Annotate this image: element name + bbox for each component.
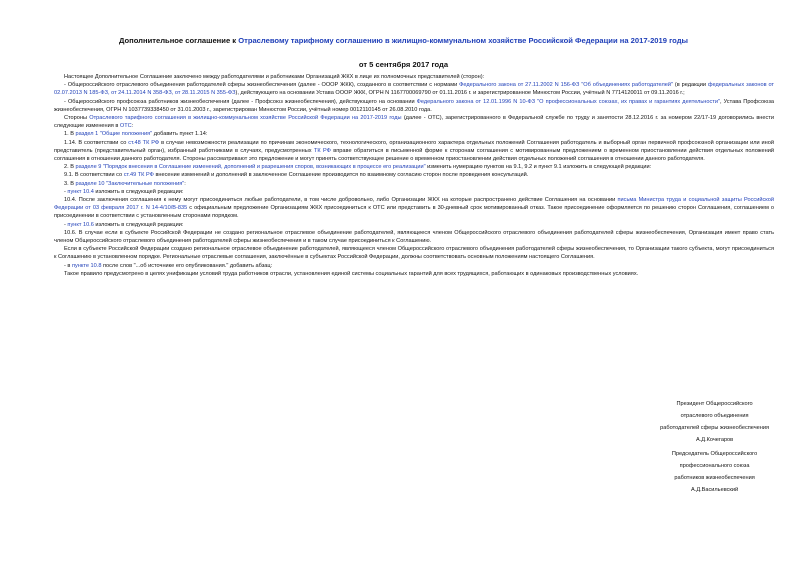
title-prefix: Дополнительное соглашение к: [119, 36, 239, 45]
text: вправе обратиться в письменной форме к сторонам соглашения с мотивированным предложением о временном приостановлении действия отдельных положений соглашения в отношении данного работодателя. Стороны рассматривают это предложение и могут принять соответствующее решение о временном приостановлении действия отдельных положений соглашения в отношении данного работодателя.: [54, 147, 774, 163]
title-link[interactable]: Отраслевому тарифному соглашению в жилищно-коммунальном хозяйстве Российской Федерации на 2017-2019 годы: [238, 36, 688, 45]
text: , Устава Профсоюза жизнеобеспечения, ОГРН N 1037739338450 от 31.01.2003 г., зарегистрирован Минюстом России, учётный номер 0012110145 от 26.08.2010 года.: [54, 98, 774, 113]
paragraph: [54, 270, 774, 278]
text: 3. В: [64, 180, 76, 187]
signature-line: профессионального союза: [679, 463, 750, 469]
link-art-49[interactable]: ст.49 ТК РФ: [123, 172, 154, 179]
text: 9.1. В соответствии со: [64, 172, 124, 179]
link-ots[interactable]: Отраслевого тарифного соглашения в жилищно-коммунальном хозяйстве Российской Федерации на 2017-2019 годы: [89, 115, 402, 122]
paragraph: [54, 130, 774, 138]
text: Настоящее Дополнительное Соглашение заключено между работодателями и работниками Организаций ЖКХ в лице их полномочных представителей (сторон):: [64, 74, 485, 80]
paragraph: [54, 81, 774, 97]
paragraph: [54, 171, 774, 179]
text: Стороны: [64, 115, 90, 122]
signatory-name: А.Д.Васильевский: [691, 487, 739, 493]
text: :: [131, 123, 134, 130]
text: - Общероссийского профсоюза работников жизнеобеспечения (далее - Профсоюз жизнеобеспечения), действующего на основании: [64, 98, 417, 105]
paragraph: [54, 229, 774, 245]
text: - Общероссийского отраслевого объединения работодателей сферы жизнеобеспечения (далее - ОООР ЖКК), созданного в соответствии с нормами: [64, 82, 460, 89]
link-section-9[interactable]: разделе 9 "Порядок внесения в Соглашение изменений, дополнений и разрешения споров, возникающих в процессе его реализации": [75, 164, 426, 171]
text: 1.14. В соответствии со: [64, 139, 129, 146]
text: изложить в следующей редакции:: [93, 221, 184, 228]
signature-line: работодателей сферы жизнеобеспечения: [660, 425, 769, 431]
text: (далее - ОТС), зарегистрированного в Федеральной службе по труду и занятости 28.12.2016 г. за номером 22/17-19 договорились внести следующие изменения в: [54, 115, 774, 130]
paragraph: [54, 139, 774, 164]
link-section-10[interactable]: разделе 10 "Заключительные положения": [75, 180, 185, 187]
document-title: [0, 36, 807, 46]
signatures: [660, 398, 769, 496]
link-federal-laws[interactable]: федеральных законов от 02.07.2013 N 185-ФЗ, от 24.11.2014 N 358-ФЗ, от 28.11.2015 N 355-ФЗ: [54, 82, 774, 97]
text: ), действующего на основании Устава ОООР ЖКК, ОГРН N 1167700069790 от 01.11.2016 г. и зарегистрированное Минюстом России, учётный N 7714120011 от 09.11.2016 г.;: [235, 90, 685, 97]
paragraph: [54, 114, 774, 130]
text: Такое правило предусмотрено в целях унификации условий труда работников отрасли, установления единой системы социальных гарантий для всех трудящихся, работающих в одинаковых производственных условиях.: [64, 270, 639, 277]
text: (в редакции: [672, 82, 708, 89]
paragraph: [54, 196, 774, 221]
text: изложить в следующей редакции:: [93, 188, 184, 195]
link-art-48[interactable]: ст.48 ТК РФ: [128, 139, 160, 146]
signature-block-union: [660, 448, 769, 496]
link-law-10[interactable]: Федерального закона от 12.01.1996 N 10-ФЗ "О профессиональных союзах, их правах и гарантиях деятельности": [416, 98, 720, 105]
link-item-10-6[interactable]: пункт 10.6: [67, 221, 94, 228]
text: -: [64, 188, 68, 195]
text: в случае невозможности реализации по причинам экономического, технологического, организационного характера отдельных положений Соглашения работодатель и выборный орган первичной профсоюзной организации или иной представитель (представительный орган), избранный работниками в случаях, предусмотренных: [54, 139, 774, 154]
link-item-10-8[interactable]: пункте 10.8: [71, 262, 102, 269]
paragraph: [54, 221, 774, 229]
link-ministry-letter[interactable]: письма Министра труда и социальной защиты Российской Федерации от 03 февраля 2017 г. N 14-4/10/В-835: [54, 197, 775, 212]
document-body: [54, 73, 774, 278]
paragraph: [54, 180, 774, 188]
text: -: [64, 221, 68, 228]
text: изменить нумерацию пунктов на 9.1, 9.2 и пункт 9.1 изложить в следующей редакции:: [425, 164, 652, 171]
link-law-156[interactable]: Федерального закона от 27.11.2002 N 156-ФЗ "Об объединениях работодателей": [459, 82, 673, 89]
text: после слов "...об источнике его опубликования." добавить абзац:: [101, 262, 273, 269]
paragraph: [54, 245, 774, 261]
paragraph: [54, 73, 774, 81]
text: - в: [64, 262, 72, 269]
signatory-name: А.Д.Кочегаров: [696, 437, 734, 443]
paragraph: [54, 98, 774, 114]
paragraph: [54, 163, 774, 171]
text: внесение изменений и дополнений в заключенное Соглашение производится по взаимному согласию сторон после проведения консультаций.: [153, 172, 529, 179]
text: добавить пункт 1.14:: [152, 131, 208, 138]
document-date: от 5 сентября 2017 года: [358, 60, 449, 69]
text: с официальным предложение Организациям ЖКХ присоединиться к ОТС или представить в 30-дневный срок мотивированный отказ. Такое присоединение оформляется по решению сторон Соглашения, соглашением о присоединении в соответствии с установленным сторонами порядком.: [54, 205, 774, 220]
signature-line: работников жизнеобеспечения: [674, 475, 755, 481]
paragraph: [54, 262, 774, 270]
signature-line: отраслевого объединения: [680, 413, 749, 419]
signature-line: Председатель Общероссийского: [671, 451, 758, 457]
text: 10.4. После заключения соглашения к нему могут присоединиться любые работодатели, в том числе добровольно, либо Организации ЖКХ на которые распространено действие Соглашения на основании: [64, 197, 618, 204]
text: Если в субъекте Российской Федерации создано региональное отраслевое объединение работодателей, являющееся членом Общероссийского отраслевого объединения работодателей сферы жизнеобеспечения, то Организации такого субъекта, могут присоединиться к Соглашению в установленном порядке. Региональные отраслевые соглашения, заключённые в субъектах Российской Федерации, должны соответствовать основным положениям настоящего Соглашения.: [54, 246, 774, 261]
link-tk-rf[interactable]: ТК РФ: [313, 147, 331, 154]
signature-line: Президент Общероссийского: [676, 401, 753, 407]
paragraph: [54, 188, 774, 196]
text: 1. В: [64, 131, 76, 138]
signature-block-employers: [660, 398, 769, 446]
text: :: [184, 180, 186, 187]
link-ots-short[interactable]: ОТС: [119, 123, 132, 130]
text: 10.6. В случае если в субъекте Российской Федерации не создано региональное отраслевое объединение работодателей, являющееся членом Общероссийского отраслевого объединения работодателей сферы жизнеобеспечения, Организация имеет право стать членом Общероссийского отраслевого объединения работодателей сферы жизнеобеспечения и в таком случае присоединиться к Соглашению.: [54, 229, 774, 245]
link-item-10-4[interactable]: пункт 10.4: [67, 188, 94, 195]
text: 2. В: [64, 164, 76, 171]
link-section-1[interactable]: раздел 1 "Общие положения": [75, 131, 153, 138]
